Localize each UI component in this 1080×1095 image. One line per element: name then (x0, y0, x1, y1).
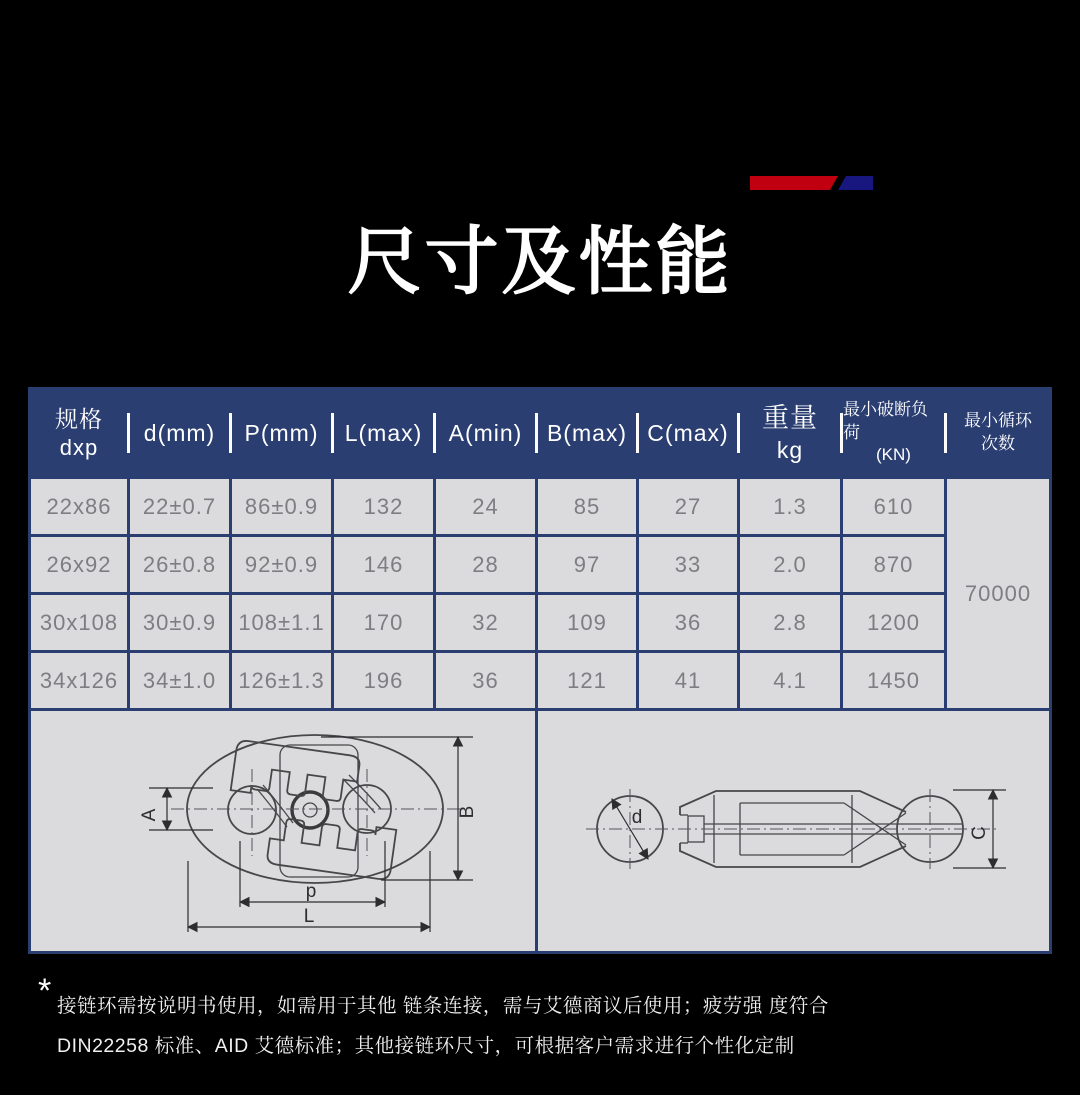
col-header-b-max: B(max) (538, 390, 636, 476)
table-cell: 36 (436, 653, 535, 708)
table-cell: 86±0.9 (232, 479, 331, 534)
col-header-min-cycles-line1: 最小循环 (964, 411, 1032, 431)
table-cell: 26±0.8 (130, 537, 229, 592)
col-header-a-min: A(min) (436, 390, 535, 476)
col-header-l-max: L(max) (334, 390, 433, 476)
table-cell: 26x92 (31, 537, 127, 592)
table-header-row (31, 390, 1049, 476)
decorative-stripe-red (750, 176, 838, 190)
col-header-min-cycles (947, 390, 1049, 476)
table-cell: 126±1.3 (232, 653, 331, 708)
table-body (31, 479, 1049, 708)
diagram-top-view (31, 711, 535, 951)
col-header-min-cycles-line2: 次数 (981, 434, 1015, 453)
footnote (57, 986, 937, 1066)
page-title: 尺寸及性能 (347, 220, 733, 303)
table-cell: 22x86 (31, 479, 127, 534)
table-cell: 610 (843, 479, 944, 534)
table-cell: 30x108 (31, 595, 127, 650)
cell-min-cycles-merged: 70000 (947, 479, 1049, 708)
table-cell: 28 (436, 537, 535, 592)
diagram-side-view (538, 711, 1049, 951)
table-cell: 1200 (843, 595, 944, 650)
dimension-label-b: B (457, 805, 478, 819)
dimension-label-c: C (969, 826, 990, 840)
table-cell: 30±0.9 (130, 595, 229, 650)
col-header-spec (31, 390, 127, 476)
table-cell: 870 (843, 537, 944, 592)
table-cell: 36 (639, 595, 737, 650)
table-cell: 196 (334, 653, 433, 708)
table-cell: 121 (538, 653, 636, 708)
dimension-p (240, 841, 385, 907)
decorative-stripe-blue (838, 176, 873, 190)
table-cell: 97 (538, 537, 636, 592)
col-header-breaking-load-line2: (KN) (876, 445, 911, 465)
footnote-asterisk: * (38, 972, 52, 1010)
table-cell: 4.1 (740, 653, 840, 708)
dimension-label-d: d (631, 807, 643, 828)
col-header-c-max: C(max) (639, 390, 737, 476)
table-cell: 92±0.9 (232, 537, 331, 592)
footnote-line-2: DIN22258 标准、AID 艾德标准；其他接链环尺寸，可根据客户需求进行个性化定制 (57, 1035, 795, 1057)
col-header-spec-line2: dxp (59, 434, 99, 460)
table-cell: 108±1.1 (232, 595, 331, 650)
table-cell: 170 (334, 595, 433, 650)
dimension-label-a: A (139, 808, 160, 822)
col-header-p-pitch: P(mm) (232, 390, 331, 476)
col-header-weight-line2: kg (776, 436, 804, 463)
table-cell: 34x126 (31, 653, 127, 708)
col-header-weight-line1: 重量 (762, 402, 818, 433)
table-cell: 22±0.7 (130, 479, 229, 534)
table-cell: 33 (639, 537, 737, 592)
diagram-top-view-cell (31, 711, 535, 951)
col-header-weight (740, 390, 840, 476)
table-cell: 32 (436, 595, 535, 650)
col-header-spec-line1: 规格 (55, 405, 103, 432)
table-cell: 85 (538, 479, 636, 534)
table-cell: 2.0 (740, 537, 840, 592)
table-cell: 146 (334, 537, 433, 592)
table-cell: 2.8 (740, 595, 840, 650)
table-cell: 34±1.0 (130, 653, 229, 708)
table-cell: 1.3 (740, 479, 840, 534)
diagram-row (31, 711, 1049, 951)
table-cell: 109 (538, 595, 636, 650)
dimension-label-l: L (303, 906, 315, 927)
col-header-breaking-load (843, 390, 944, 476)
col-header-d: d(mm) (130, 390, 229, 476)
table-cell: 41 (639, 653, 737, 708)
table-cell: 24 (436, 479, 535, 534)
footnote-line-1: 接链环需按说明书使用，如需用于其他 链条连接，需与艾德商议后使用；疲劳强 度符合 (57, 995, 829, 1017)
table-cell: 132 (334, 479, 433, 534)
table-cell: 27 (639, 479, 737, 534)
table-cell: 1450 (843, 653, 944, 708)
spec-table (28, 387, 1052, 954)
dimension-label-p: p (305, 881, 317, 902)
diagram-side-view-cell (538, 711, 1049, 951)
col-header-breaking-load-line1: 最小破断负荷 (843, 399, 928, 442)
